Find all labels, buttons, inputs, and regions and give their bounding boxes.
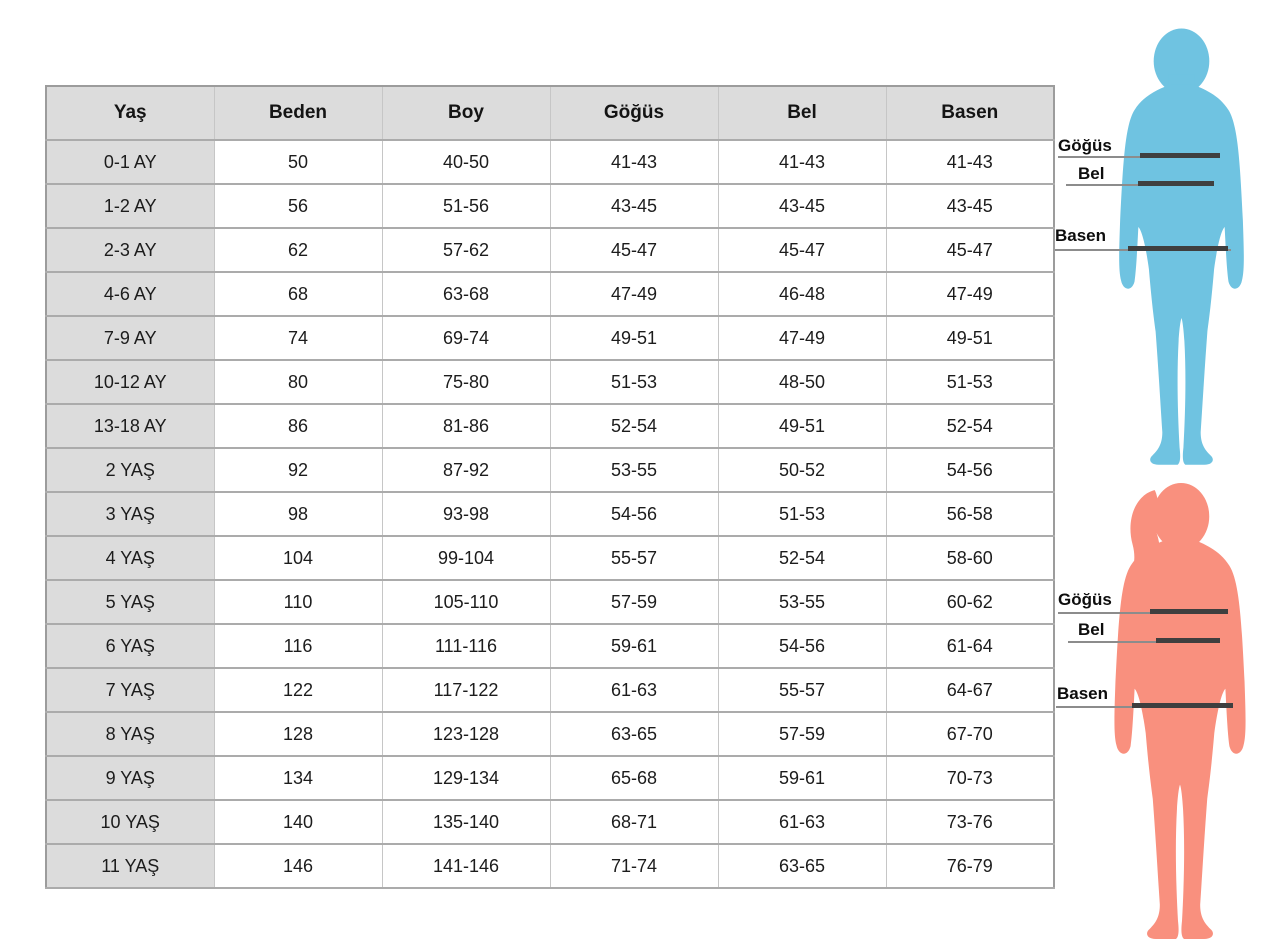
measurement-cell: 104	[214, 536, 382, 580]
measurement-cell: 59-61	[718, 756, 886, 800]
measurement-cell: 41-43	[886, 140, 1054, 184]
measurement-cell: 65-68	[550, 756, 718, 800]
measurement-cell: 45-47	[886, 228, 1054, 272]
measurement-cell: 47-49	[886, 272, 1054, 316]
measurement-cell: 43-45	[550, 184, 718, 228]
column-header-gogus: Göğüs	[550, 86, 718, 140]
measurement-cell: 56	[214, 184, 382, 228]
waist-measure-bar	[1138, 181, 1214, 186]
age-cell: 13-18 AY	[46, 404, 214, 448]
measurement-cell: 55-57	[550, 536, 718, 580]
measurement-cell: 59-61	[550, 624, 718, 668]
measurement-cell: 57-59	[550, 580, 718, 624]
measurement-cell: 71-74	[550, 844, 718, 888]
table-row	[46, 448, 1054, 492]
measurement-cell: 45-47	[550, 228, 718, 272]
measurement-cell: 43-45	[718, 184, 886, 228]
measurement-cell: 49-51	[550, 316, 718, 360]
measurement-cell: 54-56	[886, 448, 1054, 492]
age-cell: 11 YAŞ	[46, 844, 214, 888]
age-cell: 4 YAŞ	[46, 536, 214, 580]
measurement-cell: 92	[214, 448, 382, 492]
table-row	[46, 272, 1054, 316]
age-cell: 4-6 AY	[46, 272, 214, 316]
table-body	[46, 140, 1054, 888]
age-cell: 2-3 AY	[46, 228, 214, 272]
measurement-cell: 135-140	[382, 800, 550, 844]
table-row	[46, 140, 1054, 184]
column-header-boy: Boy	[382, 86, 550, 140]
measurement-cell: 63-65	[550, 712, 718, 756]
age-cell: 7-9 AY	[46, 316, 214, 360]
measurement-cell: 53-55	[550, 448, 718, 492]
hips-label: Basen	[1055, 226, 1107, 245]
chest-measure-bar	[1150, 609, 1228, 614]
hips-measure-bar	[1128, 246, 1228, 251]
table-row	[46, 756, 1054, 800]
age-cell: 8 YAŞ	[46, 712, 214, 756]
measurement-cell: 141-146	[382, 844, 550, 888]
measurement-cell: 60-62	[886, 580, 1054, 624]
age-cell: 3 YAŞ	[46, 492, 214, 536]
measurement-cell: 80	[214, 360, 382, 404]
table-row	[46, 492, 1054, 536]
measurement-cell: 47-49	[718, 316, 886, 360]
measurement-cell: 45-47	[718, 228, 886, 272]
table-row	[46, 360, 1054, 404]
measurement-cell: 99-104	[382, 536, 550, 580]
measurement-cell: 52-54	[886, 404, 1054, 448]
measurement-cell: 111-116	[382, 624, 550, 668]
measurement-cell: 50	[214, 140, 382, 184]
measurement-cell: 73-76	[886, 800, 1054, 844]
age-cell: 10 YAŞ	[46, 800, 214, 844]
measurement-cell: 74	[214, 316, 382, 360]
table-row	[46, 624, 1054, 668]
table-row	[46, 844, 1054, 888]
measurement-cell: 49-51	[886, 316, 1054, 360]
table-row	[46, 228, 1054, 272]
measurement-cell: 63-65	[718, 844, 886, 888]
waist-measure-bar	[1156, 638, 1220, 643]
age-cell: 7 YAŞ	[46, 668, 214, 712]
age-cell: 0-1 AY	[46, 140, 214, 184]
pink-girl-silhouette-icon	[1094, 480, 1266, 944]
table-row	[46, 668, 1054, 712]
age-cell: 5 YAŞ	[46, 580, 214, 624]
measurement-cell: 69-74	[382, 316, 550, 360]
measurement-cell: 63-68	[382, 272, 550, 316]
measurement-cell: 57-59	[718, 712, 886, 756]
measurement-cell: 75-80	[382, 360, 550, 404]
measurement-cell: 52-54	[718, 536, 886, 580]
age-cell: 6 YAŞ	[46, 624, 214, 668]
measurement-cell: 61-64	[886, 624, 1054, 668]
measurement-cell: 47-49	[550, 272, 718, 316]
measurement-cell: 43-45	[886, 184, 1054, 228]
blue-child-figure	[1050, 20, 1265, 478]
chest-label: Göğüs	[1058, 590, 1112, 609]
age-cell: 1-2 AY	[46, 184, 214, 228]
measurement-cell: 64-67	[886, 668, 1054, 712]
table-row	[46, 580, 1054, 624]
measurement-cell: 52-54	[550, 404, 718, 448]
measurement-cell: 62	[214, 228, 382, 272]
measurement-cell: 46-48	[718, 272, 886, 316]
measurement-cell: 41-43	[550, 140, 718, 184]
measurement-cell: 41-43	[718, 140, 886, 184]
column-header-bel: Bel	[718, 86, 886, 140]
measurement-cell: 56-58	[886, 492, 1054, 536]
waist-label: Bel	[1078, 620, 1105, 639]
table-row	[46, 536, 1054, 580]
measurement-cell: 53-55	[718, 580, 886, 624]
age-cell: 9 YAŞ	[46, 756, 214, 800]
measurement-cell: 54-56	[550, 492, 718, 536]
measurement-cell: 110	[214, 580, 382, 624]
column-header-yas: Yaş	[46, 86, 214, 140]
measurement-cell: 123-128	[382, 712, 550, 756]
measurement-cell: 48-50	[718, 360, 886, 404]
measurement-cell: 51-53	[886, 360, 1054, 404]
measurement-cell: 51-56	[382, 184, 550, 228]
chest-label: Göğüs	[1058, 136, 1112, 155]
measurement-cell: 93-98	[382, 492, 550, 536]
measurement-cell: 129-134	[382, 756, 550, 800]
age-cell: 10-12 AY	[46, 360, 214, 404]
measurement-cell: 122	[214, 668, 382, 712]
table-header-row	[46, 86, 1054, 140]
chest-measure-bar	[1140, 153, 1220, 158]
column-header-beden: Beden	[214, 86, 382, 140]
measurement-cell: 67-70	[886, 712, 1054, 756]
hips-measure-bar	[1132, 703, 1233, 708]
measurement-cell: 146	[214, 844, 382, 888]
measurement-cell: 55-57	[718, 668, 886, 712]
measurement-cell: 50-52	[718, 448, 886, 492]
pink-girl-figure	[1050, 478, 1280, 948]
measurement-cell: 86	[214, 404, 382, 448]
measurement-cell: 76-79	[886, 844, 1054, 888]
hips-label: Basen	[1057, 684, 1109, 703]
table-row	[46, 404, 1054, 448]
measurement-cell: 105-110	[382, 580, 550, 624]
measurement-cell: 40-50	[382, 140, 550, 184]
size-chart-table	[45, 85, 1055, 889]
measurement-cell: 51-53	[718, 492, 886, 536]
column-header-basen: Basen	[886, 86, 1054, 140]
measurement-cell: 61-63	[718, 800, 886, 844]
measurement-cell: 49-51	[718, 404, 886, 448]
waist-label: Bel	[1078, 164, 1105, 183]
table-row	[46, 184, 1054, 228]
measurement-cell: 61-63	[550, 668, 718, 712]
table-row	[46, 800, 1054, 844]
measurement-cell: 140	[214, 800, 382, 844]
measurement-cell: 98	[214, 492, 382, 536]
measurement-cell: 54-56	[718, 624, 886, 668]
measurement-cell: 87-92	[382, 448, 550, 492]
measurement-cell: 134	[214, 756, 382, 800]
table-row	[46, 316, 1054, 360]
measurement-cell: 68	[214, 272, 382, 316]
measurement-cell: 57-62	[382, 228, 550, 272]
measurement-cell: 117-122	[382, 668, 550, 712]
measurement-cell: 128	[214, 712, 382, 756]
measurement-cell: 70-73	[886, 756, 1054, 800]
measurement-cell: 58-60	[886, 536, 1054, 580]
table-row	[46, 712, 1054, 756]
measurement-cell: 116	[214, 624, 382, 668]
age-cell: 2 YAŞ	[46, 448, 214, 492]
measurement-cell: 68-71	[550, 800, 718, 844]
measurement-cell: 81-86	[382, 404, 550, 448]
measurement-cell: 51-53	[550, 360, 718, 404]
